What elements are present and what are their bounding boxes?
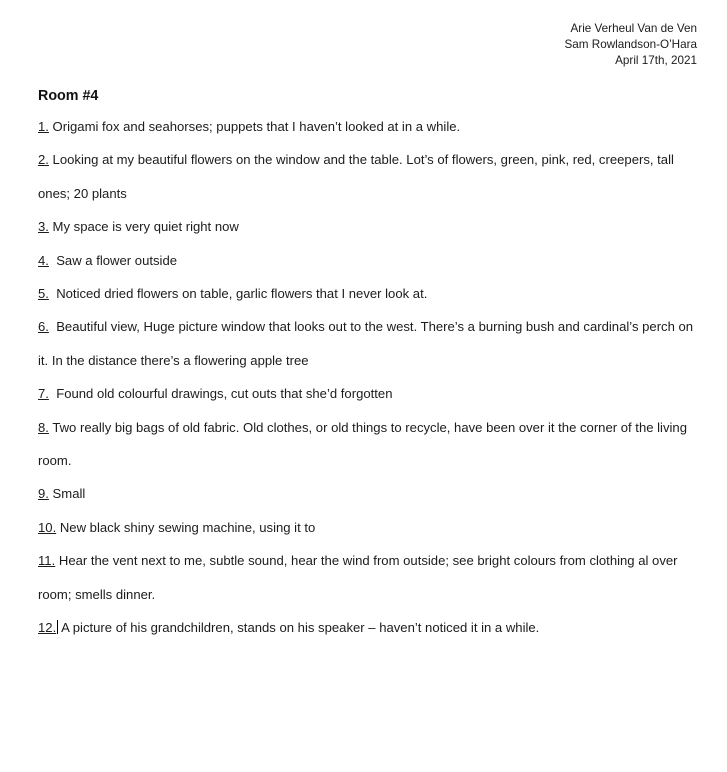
item-number: 6. (38, 319, 49, 335)
header-author-1: Arie Verheul Van de Ven (570, 22, 697, 35)
list-item (38, 511, 695, 544)
item-number: 7. (38, 386, 49, 402)
item-text: Saw a flower outside (48, 252, 178, 268)
item-text: Two really big bags of old fabric. Old clothes, or old things to recycle, have been over it the corner of the living room. (38, 419, 691, 469)
list-item (38, 210, 695, 243)
document-title: Room #4 (38, 88, 99, 104)
item-number: 1. (38, 119, 49, 134)
item-list (38, 110, 695, 645)
item-number: 5. (38, 286, 49, 302)
list-item (38, 611, 695, 644)
header-date: April 17th, 2021 (615, 54, 697, 67)
item-text: Looking at my beautiful flowers on the window and the table. Lot’s of flowers, green, pink, red, creepers, tall ones; 20 plants (38, 152, 678, 201)
item-text: Origami fox and seahorses; puppets that I haven’t looked at in a while. (48, 119, 461, 134)
item-number: 10. (38, 519, 57, 535)
header-author-2: Sam Rowlandson-O’Hara (564, 38, 697, 51)
item-number: 3. (38, 219, 49, 235)
item-text: Noticed dried flowers on table, garlic flowers that I never look at. (48, 286, 428, 302)
list-item (38, 244, 695, 277)
item-number: 8. (38, 419, 49, 435)
document-header (0, 0, 727, 69)
item-text: Small (48, 486, 86, 502)
item-number: 9. (38, 486, 49, 502)
item-text: Beautiful view, Huge picture window that looks out to the west. There’s a burning bush and cardinal’s perch on it. In the distance there’s a flowering apple tree (38, 319, 697, 368)
list-item (38, 277, 695, 310)
item-number: 11. (38, 553, 56, 569)
item-text: Hear the vent next to me, subtle sound, hear the wind from outside; see bright colours from clothing al over room; smells dinner. (38, 553, 682, 602)
list-item (38, 143, 695, 210)
list-item (38, 411, 695, 478)
item-number: 2. (38, 152, 49, 168)
item-text: New black shiny sewing machine, using it to (56, 519, 316, 535)
list-item (38, 310, 695, 377)
list-item (38, 110, 695, 143)
item-text: A picture of his grandchildren, stands on his speaker – haven’t noticed it in a while. (58, 620, 540, 636)
item-text: Found old colourful drawings, cut outs that she’d forgotten (48, 386, 393, 402)
item-number: 4. (38, 252, 49, 268)
list-item (38, 377, 695, 410)
list-item (38, 544, 695, 611)
item-number: 12. (38, 620, 57, 636)
list-item (38, 477, 695, 510)
item-text: My space is very quiet right now (48, 219, 239, 235)
